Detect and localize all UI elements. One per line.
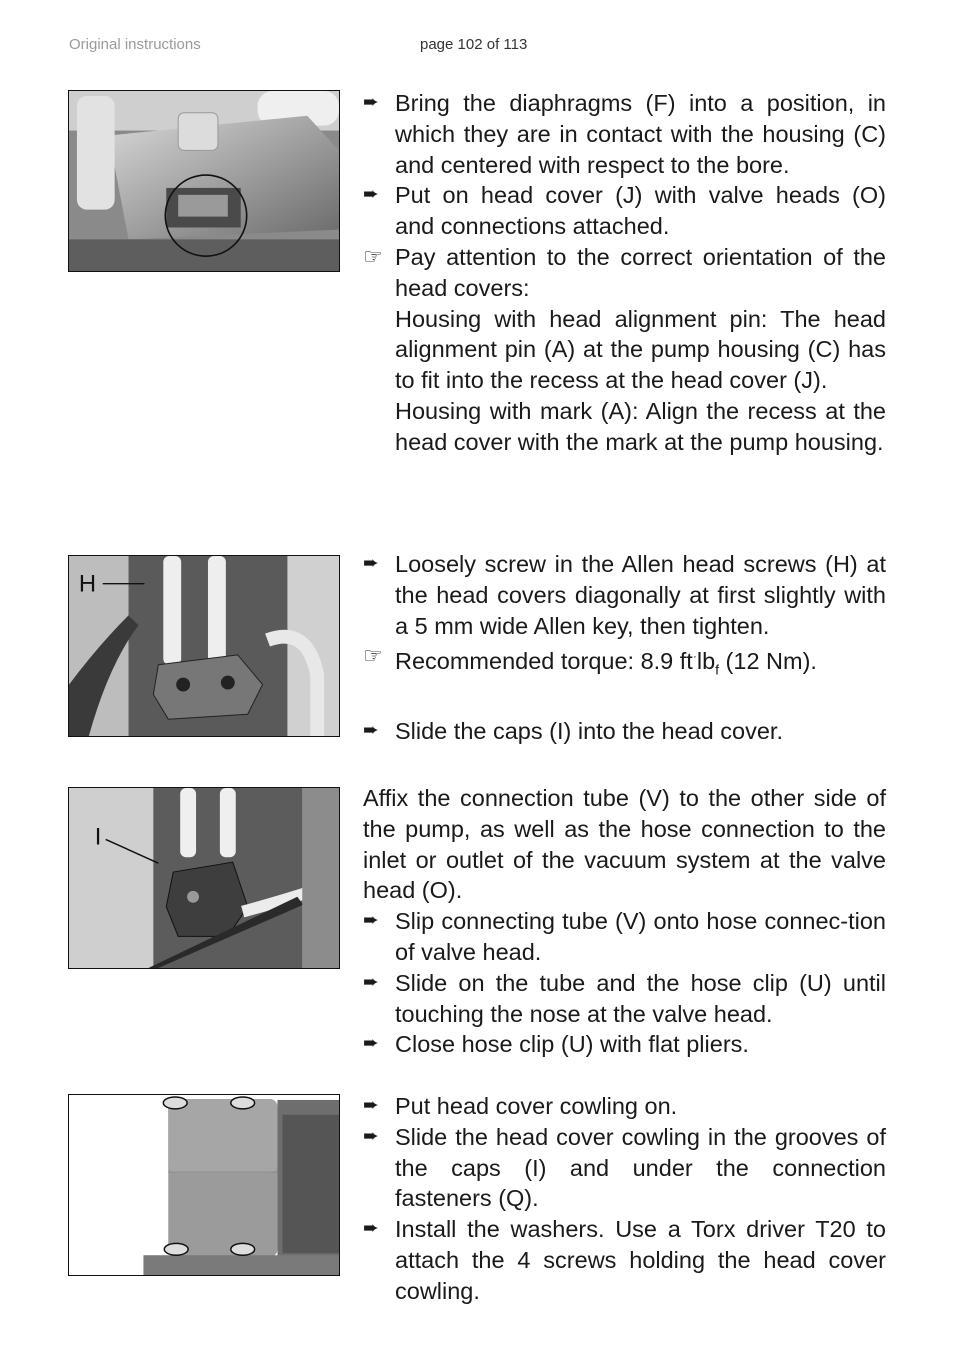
list-item: ➨ Close hose clip (U) with flat pliers. xyxy=(363,1029,886,1060)
section-1-text xyxy=(363,88,886,458)
right-arrow-icon: ➨ xyxy=(363,1125,379,1147)
document-label: Original instructions xyxy=(69,36,201,53)
note-paragraph: Housing with mark (A): Align the recess at the head cover with the mark at the pump housing. xyxy=(395,397,886,455)
torque-text: Recommended torque: 8.9 $ft^\cdot lb_f$ (12 Nm). xyxy=(395,648,817,678)
photo-label-h: H xyxy=(78,570,97,598)
note-item: ☞ Pay attention to the correct orientation of the head covers: xyxy=(363,243,886,301)
photo-housing-diaphragms xyxy=(68,90,340,272)
list-item: ➨ Install the washers. Use a Torx driver T20 to attach the 4 screws holding the head cover cowling. xyxy=(363,1216,886,1304)
list-item: ➨ Slide on the tube and the hose clip (U) until touching the nose at the valve head. xyxy=(363,969,886,1027)
right-arrow-icon: ➨ xyxy=(363,1095,379,1116)
right-arrow-icon: ➨ xyxy=(363,184,379,206)
right-arrow-icon: ➨ xyxy=(363,971,379,993)
photo-allen-screws xyxy=(68,555,340,737)
list-item: ➨ Loosely screw in the Allen head screws (H) at the head covers diagonally at first slightly with a 5 mm wide Allen key, then tighten. xyxy=(363,551,886,639)
right-arrow-icon: ➨ xyxy=(363,910,379,932)
section-4-text xyxy=(363,1091,886,1307)
list-item: ➨ Slip connecting tube (V) onto hose connec-tion of valve head. xyxy=(363,908,886,965)
list-item: ➨ Put head cover cowling on. xyxy=(363,1091,886,1122)
list-item: ➨ Bring the diaphragms (F) into a position, in which they are in contact with the housing (C) and centered with respect to the bore. xyxy=(363,90,886,178)
right-arrow-icon: ➨ xyxy=(363,553,379,574)
photo-caps xyxy=(68,787,340,969)
right-arrow-icon: ➨ xyxy=(363,719,379,741)
section-3-text xyxy=(363,783,886,1060)
page-number: page 102 of 113 xyxy=(420,36,528,53)
right-arrow-icon: ➨ xyxy=(363,1033,379,1055)
photo-head-cover-cowling xyxy=(68,1094,340,1276)
note-item xyxy=(363,641,886,685)
photo-label-i: I xyxy=(94,823,102,851)
pointing-hand-icon: ☞ xyxy=(363,243,383,269)
pointing-hand-icon: ☞ xyxy=(363,643,383,669)
list-item: ➨ Slide the caps (I) into the head cover. xyxy=(363,716,886,747)
list-item: ➨ Slide the head cover cowling in the grooves of the caps (I) and under the connection fasteners (Q). xyxy=(363,1123,886,1212)
intro-paragraph: Affix the connection tube (V) to the other side of the pump, as well as the hose connection to the inlet or outlet of the vacuum system at the valve head (O). xyxy=(363,785,886,904)
list-item: ➨ Put on head cover (J) with valve heads (O) and connections attached. xyxy=(363,182,886,240)
section-2-text xyxy=(363,549,886,747)
right-arrow-icon: ➨ xyxy=(363,1218,379,1240)
right-arrow-icon: ➨ xyxy=(363,92,379,113)
note-paragraph: Housing with head alignment pin: The head alignment pin (A) at the pump housing (C) has to fit into the recess at the head cover (J). xyxy=(395,305,886,394)
